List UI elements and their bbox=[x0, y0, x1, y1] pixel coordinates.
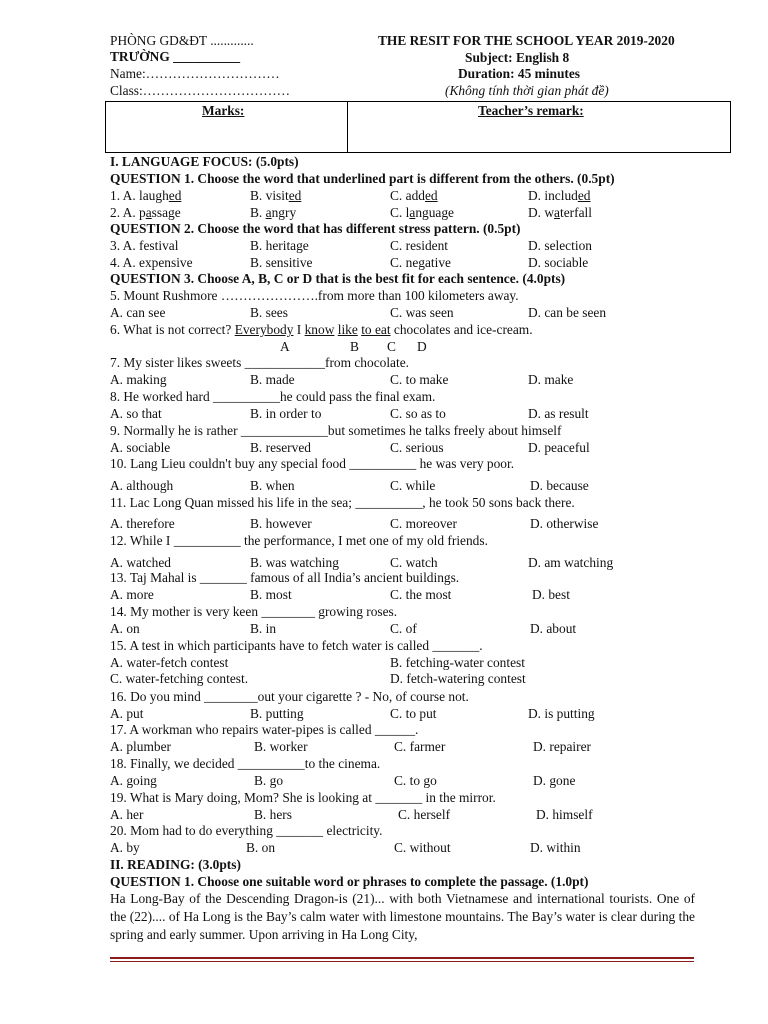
q18-option-d: D. gone bbox=[533, 773, 576, 788]
reading-passage: Ha Long-Bay of the Descending Dragon-is (21)... with both Vietnamese and international tourists. One of the (22).... of Ha Long is the Bay’s calm water with limestone mountains. The Bay’s water is clear during the spring and early summer. Upon arriving in Ha Long City, bbox=[110, 891, 695, 942]
underlined-part: a bbox=[265, 205, 272, 220]
q1-item-2-option-a bbox=[110, 205, 181, 221]
q1-item-1-option-c bbox=[390, 188, 438, 204]
q6-post: chocolates and ice-cream. bbox=[390, 322, 533, 337]
teacher-remark-label: Teacher’s remark: bbox=[478, 103, 584, 118]
q2-item-3-option-d: D. selection bbox=[528, 238, 592, 253]
q18-option-a: A. going bbox=[110, 773, 157, 788]
q19-option-a: A. her bbox=[110, 807, 144, 822]
q17-stem: 17. A workman who repairs water-pipes is called ______. bbox=[110, 722, 419, 737]
q7-option-d: D. make bbox=[528, 372, 574, 387]
q17-option-b: B. worker bbox=[254, 739, 308, 754]
footer-rule bbox=[110, 957, 694, 959]
q15-option-d: D. fetch-watering contest bbox=[390, 671, 526, 686]
q1-item-number: 2. bbox=[110, 205, 123, 220]
option-text: D. includ bbox=[528, 188, 578, 203]
underlined-part: ed bbox=[168, 188, 182, 203]
q14-option-b: B. in bbox=[250, 621, 277, 636]
footer-rule-thin bbox=[110, 961, 694, 962]
q8-option-d: D. as result bbox=[528, 406, 589, 421]
q1-item-2-option-c bbox=[390, 205, 454, 221]
underlined-part: ed bbox=[424, 188, 438, 203]
q20-option-b: B. on bbox=[246, 840, 276, 855]
header-school: TRƯỜNG __________ bbox=[110, 49, 241, 64]
q6-letter-d: D bbox=[417, 339, 427, 354]
q18-stem: 18. Finally, we decided __________to the cinema. bbox=[110, 756, 381, 771]
option-text: D. w bbox=[528, 205, 555, 220]
option-text-rest: ngry bbox=[271, 205, 297, 220]
q1-item-2-option-d bbox=[528, 205, 592, 221]
q7-option-b: B. made bbox=[250, 372, 295, 387]
q6-letter-c: C bbox=[387, 339, 396, 354]
underlined-part: a bbox=[409, 205, 416, 220]
q7-stem: 7. My sister likes sweets ____________from chocolate. bbox=[110, 355, 410, 370]
q19-option-b: B. hers bbox=[254, 807, 292, 822]
q14-option-c: C. of bbox=[390, 621, 417, 636]
q1-item-number: 1. bbox=[110, 188, 123, 203]
q5-option-b: B. sees bbox=[250, 305, 288, 320]
option-text: C. add bbox=[390, 188, 425, 203]
underlined-part: a bbox=[554, 205, 560, 220]
q5-option-a: A. can see bbox=[110, 305, 166, 320]
q12-option-b: B. was watching bbox=[250, 555, 339, 570]
underlined-part: ed bbox=[577, 188, 591, 203]
q12-option-c: C. watch bbox=[390, 555, 438, 570]
q1-item-2-option-b bbox=[250, 205, 296, 221]
name-field-label: Name:………………………… bbox=[110, 66, 280, 81]
q19-option-d: D. himself bbox=[536, 807, 593, 822]
q19-stem: 19. What is Mary doing, Mom? She is looking at _______ in the mirror. bbox=[110, 790, 496, 805]
q11-option-b: B. however bbox=[250, 516, 312, 531]
option-text-rest: ssage bbox=[151, 205, 181, 220]
q11-option-d: D. otherwise bbox=[530, 516, 599, 531]
q20-option-d: D. within bbox=[530, 840, 581, 855]
q13-option-b: B. most bbox=[250, 587, 292, 602]
header-department: PHÒNG GD&ĐT ............. bbox=[110, 33, 254, 48]
q16-option-a: A. put bbox=[110, 706, 144, 721]
q7-option-c: C. to make bbox=[390, 372, 449, 387]
class-field-label: Class:…………………………… bbox=[110, 83, 291, 98]
reading-question-1-title: QUESTION 1. Choose one suitable word or phrases to complete the passage. (1.0pt) bbox=[110, 874, 589, 889]
exam-duration: Duration: 45 minutes bbox=[458, 66, 581, 81]
underlined-part: ed bbox=[288, 188, 302, 203]
q19-option-c: C. herself bbox=[398, 807, 451, 822]
q16-option-b: B. putting bbox=[250, 706, 304, 721]
q12-option-a: A. watched bbox=[110, 555, 171, 570]
q6-letter-b: B bbox=[350, 339, 359, 354]
q15-option-a: A. water-fetch contest bbox=[110, 655, 229, 670]
q18-option-c: C. to go bbox=[394, 773, 437, 788]
q9-stem: 9. Normally he is rather _____________but sometimes he talks freely about himself bbox=[110, 423, 562, 438]
q10-option-d: D. because bbox=[530, 478, 589, 493]
q2-item-4-option-a: 4. A. expensive bbox=[110, 255, 193, 270]
q10-option-a: A. although bbox=[110, 478, 174, 493]
q2-item-3-option-c: C. resident bbox=[390, 238, 449, 253]
q8-option-a: A. so that bbox=[110, 406, 162, 421]
q12-option-d: D. am watching bbox=[528, 555, 614, 570]
q6-word-c: like bbox=[337, 322, 358, 337]
question-1-title: QUESTION 1. Choose the word that underlined part is different from the others. (0.5pt) bbox=[110, 171, 615, 186]
q6-pre: 6. What is not correct? bbox=[110, 322, 235, 337]
exam-note: (Không tính thời gian phát đề) bbox=[445, 83, 609, 98]
score-box-divider bbox=[347, 102, 348, 152]
q16-option-d: D. is putting bbox=[528, 706, 595, 721]
q20-option-a: A. by bbox=[110, 840, 140, 855]
q2-item-4-option-c: C. negative bbox=[390, 255, 451, 270]
q10-option-c: C. while bbox=[390, 478, 436, 493]
q5-option-c: C. was seen bbox=[390, 305, 454, 320]
q20-option-c: C. without bbox=[394, 840, 451, 855]
q16-option-c: C. to put bbox=[390, 706, 437, 721]
q2-item-4-option-b: B. sensitive bbox=[250, 255, 313, 270]
q6-word-b: know bbox=[304, 322, 335, 337]
option-text-rest: nguage bbox=[415, 205, 454, 220]
q9-option-c: C. serious bbox=[390, 440, 444, 455]
q2-item-3-option-b: B. heritage bbox=[250, 238, 309, 253]
q2-item-3-option-a: 3. A. festival bbox=[110, 238, 179, 253]
q13-stem: 13. Taj Mahal is _______ famous of all India’s ancient buildings. bbox=[110, 570, 460, 585]
q6-letter-a: A bbox=[280, 339, 290, 354]
section-reading: II. READING: (3.0pts) bbox=[110, 857, 241, 872]
option-text: B. bbox=[250, 205, 266, 220]
q17-option-c: C. farmer bbox=[394, 739, 446, 754]
q13-option-c: C. the most bbox=[390, 587, 452, 602]
option-text-rest: terfall bbox=[560, 205, 592, 220]
q14-option-a: A. on bbox=[110, 621, 140, 636]
q6-word-a: Everybody bbox=[234, 322, 294, 337]
q6-word-d: to eat bbox=[361, 322, 391, 337]
q6-space1: I bbox=[293, 322, 305, 337]
question-2-title: QUESTION 2. Choose the word that has different stress pattern. (0.5pt) bbox=[110, 221, 521, 236]
q9-option-b: B. reserved bbox=[250, 440, 311, 455]
q7-option-a: A. making bbox=[110, 372, 167, 387]
q9-option-d: D. peaceful bbox=[528, 440, 590, 455]
q9-option-a: A. sociable bbox=[110, 440, 171, 455]
option-text: A. laugh bbox=[122, 188, 169, 203]
exam-subject: Subject: English 8 bbox=[465, 50, 570, 65]
q16-stem: 16. Do you mind ________out your cigarette ? - No, of course not. bbox=[110, 689, 469, 704]
marks-label: Marks: bbox=[202, 103, 245, 118]
q8-option-b: B. in order to bbox=[250, 406, 322, 421]
q15-option-c: C. water-fetching contest. bbox=[110, 671, 249, 686]
underlined-part: a bbox=[145, 205, 152, 220]
q1-item-1-option-b bbox=[250, 188, 301, 204]
q10-stem: 10. Lang Lieu couldn't buy any special food __________ he was very poor. bbox=[110, 456, 515, 471]
q2-item-4-option-d: D. sociable bbox=[528, 255, 589, 270]
q1-item-1-option-d bbox=[528, 188, 590, 204]
option-text: A. p bbox=[122, 205, 146, 220]
q8-stem: 8. He worked hard __________he could pass the final exam. bbox=[110, 389, 436, 404]
q20-stem: 20. Mom had to do everything _______ electricity. bbox=[110, 823, 383, 838]
q15-option-b: B. fetching-water contest bbox=[390, 655, 525, 670]
q8-option-c: C. so as to bbox=[390, 406, 446, 421]
q13-option-d: D. best bbox=[532, 587, 570, 602]
q10-option-b: B. when bbox=[250, 478, 295, 493]
q15-stem: 15. A test in which participants have to fetch water is called _______. bbox=[110, 638, 483, 653]
q14-option-d: D. about bbox=[530, 621, 577, 636]
q11-option-c: C. moreover bbox=[390, 516, 457, 531]
q5-stem: 5. Mount Rushmore ………………….from more than 100 kilometers away. bbox=[110, 288, 519, 303]
q11-option-a: A. therefore bbox=[110, 516, 175, 531]
q1-item-1-option-a bbox=[110, 188, 181, 204]
section-language-focus: I. LANGUAGE FOCUS: (5.0pts) bbox=[110, 154, 299, 169]
exam-title: THE RESIT FOR THE SCHOOL YEAR 2019-2020 bbox=[378, 33, 675, 48]
q11-stem: 11. Lac Long Quan missed his life in the sea; __________, he took 50 sons back there. bbox=[110, 495, 575, 510]
question-3-title: QUESTION 3. Choose A, B, C or D that is the best fit for each sentence. (4.0pts) bbox=[110, 271, 566, 286]
q17-option-d: D. repairer bbox=[533, 739, 591, 754]
q5-option-d: D. can be seen bbox=[528, 305, 607, 320]
q14-stem: 14. My mother is very keen ________ growing roses. bbox=[110, 604, 398, 619]
q12-stem: 12. While I __________ the performance, I met one of my old friends. bbox=[110, 533, 488, 548]
q13-option-a: A. more bbox=[110, 587, 154, 602]
q18-option-b: B. go bbox=[254, 773, 284, 788]
option-text: B. visit bbox=[250, 188, 289, 203]
q17-option-a: A. plumber bbox=[110, 739, 171, 754]
option-text: C. l bbox=[390, 205, 410, 220]
q6-stem bbox=[110, 322, 533, 338]
score-box bbox=[105, 101, 731, 153]
